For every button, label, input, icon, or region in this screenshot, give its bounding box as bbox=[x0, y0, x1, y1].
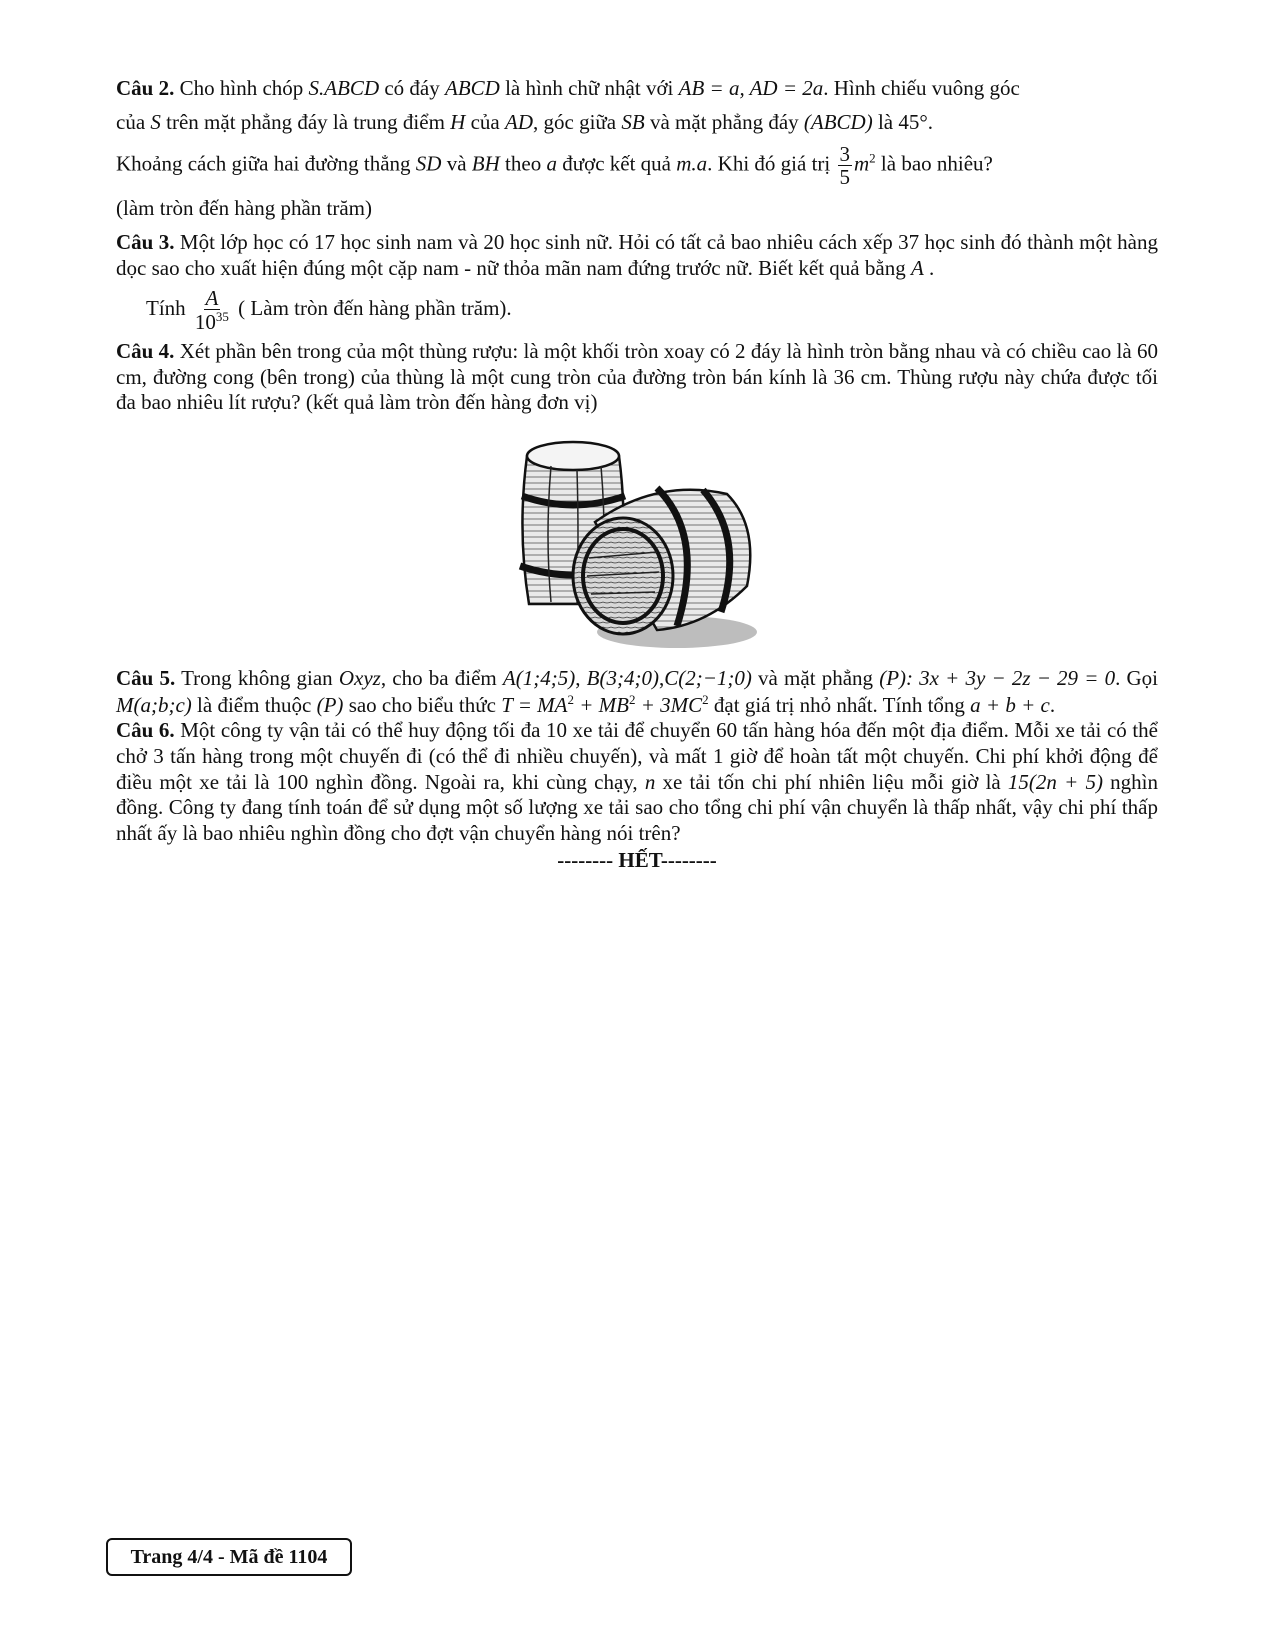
q2-math: H bbox=[450, 109, 466, 134]
q2-math: AD bbox=[505, 109, 533, 134]
q3-calculation bbox=[146, 287, 1158, 333]
q5-text: . bbox=[1049, 692, 1056, 717]
question-6 bbox=[116, 718, 1158, 846]
q2-math: S.ABCD bbox=[308, 76, 380, 100]
q2-text: và bbox=[441, 151, 472, 176]
fraction-numerator: A bbox=[205, 286, 219, 311]
q5-text: . Gọi bbox=[1115, 666, 1159, 691]
q5-text: đạt giá trị nhỏ nhất. Tính tổng bbox=[708, 692, 971, 717]
q3-fraction bbox=[193, 287, 231, 333]
q2-text: Khoảng cách giữa hai đường thẳng bbox=[116, 151, 416, 176]
q3-text: . bbox=[923, 255, 935, 280]
question-5 bbox=[116, 666, 1158, 718]
q2-text: được kết quả bbox=[556, 151, 677, 176]
question-6-label: Câu 6. bbox=[116, 718, 175, 743]
question-3 bbox=[116, 230, 1158, 281]
q5-exponent: 2 bbox=[629, 691, 636, 707]
fraction-exponent: 35 bbox=[215, 309, 229, 325]
q5-text: , bbox=[658, 666, 665, 691]
q2-text: là bao nhiêu? bbox=[875, 151, 993, 176]
q5-math: M(a;b;c) bbox=[116, 692, 192, 717]
question-2 bbox=[116, 76, 1158, 222]
question-3-label: Câu 3. bbox=[116, 229, 175, 254]
q3-text: Một lớp học có 17 học sinh nam và 20 học sinh nữ. Hỏi có tất cả bao nhiêu cách xếp 37 học sinh đó thành một hàng dọc sao cho xuất hiện đúng một cặp nam - nữ thỏa mãn nam đứng trước nữ. Biết kết quả bằng bbox=[116, 229, 1159, 280]
q5-math: (P): 3x + 3y − 2z − 29 = 0 bbox=[879, 666, 1116, 691]
q6-math: 15(2n + 5) bbox=[1007, 769, 1103, 794]
q2-math: S bbox=[150, 109, 161, 134]
q3-math: A bbox=[910, 255, 924, 280]
q2-text: Cho hình chóp bbox=[179, 76, 309, 100]
q2-text: của bbox=[116, 109, 151, 134]
q5-math: C(2;−1;0) bbox=[664, 666, 752, 691]
q5-math: A(1;4;5) bbox=[502, 666, 576, 691]
question-2-label: Câu 2. bbox=[116, 76, 175, 100]
q4-text: Xét phần bên trong của một thùng rượu: là một khối tròn xoay có 2 đáy là hình tròn bằng nhau và có chiều cao là 60 cm, đường cong (bên trong) của thùng là một cung tròn của đường tròn bán kính là 36 cm. Thùng rượu này chứa được tối đa bao nhiêu lít rượu? (kết quả làm tròn đến hàng đơn vị) bbox=[116, 339, 1159, 415]
fraction-denominator: 10 bbox=[194, 310, 216, 335]
q5-text: , bbox=[575, 666, 587, 691]
q2-fraction bbox=[838, 143, 853, 188]
q2-text: . Hình chiếu vuông góc bbox=[823, 76, 1020, 100]
q2-math: a bbox=[546, 151, 557, 176]
fraction-denominator: 5 bbox=[839, 165, 850, 190]
q5-exponent: 2 bbox=[702, 691, 709, 707]
q2-math: SD bbox=[415, 151, 442, 176]
q5-text: , cho ba điểm bbox=[380, 666, 503, 691]
q5-text: sao cho biểu thức bbox=[343, 692, 502, 717]
q2-exponent: 2 bbox=[869, 150, 876, 166]
q5-text: và mặt phẳng bbox=[751, 666, 880, 691]
q2-math: (ABCD) bbox=[803, 109, 873, 134]
q5-math: + 3MC bbox=[635, 692, 703, 717]
q5-math: + MB bbox=[574, 692, 629, 717]
q2-rounding-note: (làm tròn đến hàng phần trăm) bbox=[116, 196, 372, 221]
q5-text: là điểm thuộc bbox=[191, 692, 317, 717]
question-4-label: Câu 4. bbox=[116, 339, 175, 364]
q5-exponent: 2 bbox=[567, 691, 574, 707]
q2-math: SB bbox=[621, 109, 645, 134]
q3-text: Tính bbox=[146, 296, 191, 320]
q2-math: m bbox=[854, 151, 870, 176]
q2-text: là hình chữ nhật với bbox=[499, 76, 679, 100]
q3-text: ( Làm tròn đến hàng phần trăm). bbox=[232, 296, 512, 320]
q2-text: và mặt phẳng đáy bbox=[644, 109, 804, 134]
q6-text: xe tải tốn chi phí nhiên liệu mỗi giờ là bbox=[655, 769, 1008, 794]
q6-text: Một công ty vận tải có thể huy động tối đa 10 xe tải để chuyển 60 tấn hàng hóa đến một địa điểm. Mỗi xe tải có thể chở 3 tấn hàng trong một chuyến đi (có thể đi nhiều chuyến), và mất 1 giờ để hoàn tất một chuyến. Chi phí khởi động để điều một xe tải là 100 nghìn đồng. Ngoài ra, khi cùng chạy, bbox=[116, 718, 1158, 794]
question-5-label: Câu 5. bbox=[116, 666, 176, 691]
wine-barrels-illustration bbox=[507, 426, 767, 658]
fraction-numerator: 3 bbox=[839, 142, 850, 167]
q5-math: Oxyz bbox=[338, 666, 381, 691]
q2-math: BH bbox=[471, 151, 500, 176]
q6-text: nghìn đồng. Công ty đang tính toán để sử dụng một số lượng xe tải sao cho tổng chi phí vận chuyển là thấp nhất, vậy chi phí thấp nhất ấy là bao nhiêu nghìn đồng cho đợt vận chuyển hàng nói trên? bbox=[116, 769, 1158, 845]
end-marker: -------- HẾT-------- bbox=[557, 848, 717, 873]
q2-text: của bbox=[465, 109, 505, 134]
q2-math: AB = a, AD = 2a bbox=[678, 76, 824, 100]
q5-text: Trong không gian bbox=[175, 666, 339, 691]
q5-math: (P) bbox=[316, 692, 344, 717]
exam-content bbox=[116, 76, 1158, 874]
question-4 bbox=[116, 339, 1158, 416]
q2-math: ABCD bbox=[445, 76, 500, 100]
q2-math: m.a bbox=[676, 151, 708, 176]
q2-text: . Khi đó giá trị bbox=[707, 151, 836, 176]
q2-text: , góc giữa bbox=[533, 109, 622, 134]
q5-math: B(3;4;0) bbox=[586, 666, 659, 691]
q6-math: n bbox=[644, 769, 656, 794]
q2-text: theo bbox=[499, 151, 547, 176]
q5-math: a + b + c bbox=[970, 692, 1050, 717]
q2-text: trên mặt phẳng đáy là trung điểm bbox=[160, 109, 451, 134]
q2-text: có đáy bbox=[379, 76, 446, 100]
q2-text: là 45°. bbox=[872, 109, 934, 134]
page-footer: Trang 4/4 - Mã đề 1104 bbox=[106, 1538, 352, 1576]
q5-math: T = MA bbox=[501, 692, 568, 717]
